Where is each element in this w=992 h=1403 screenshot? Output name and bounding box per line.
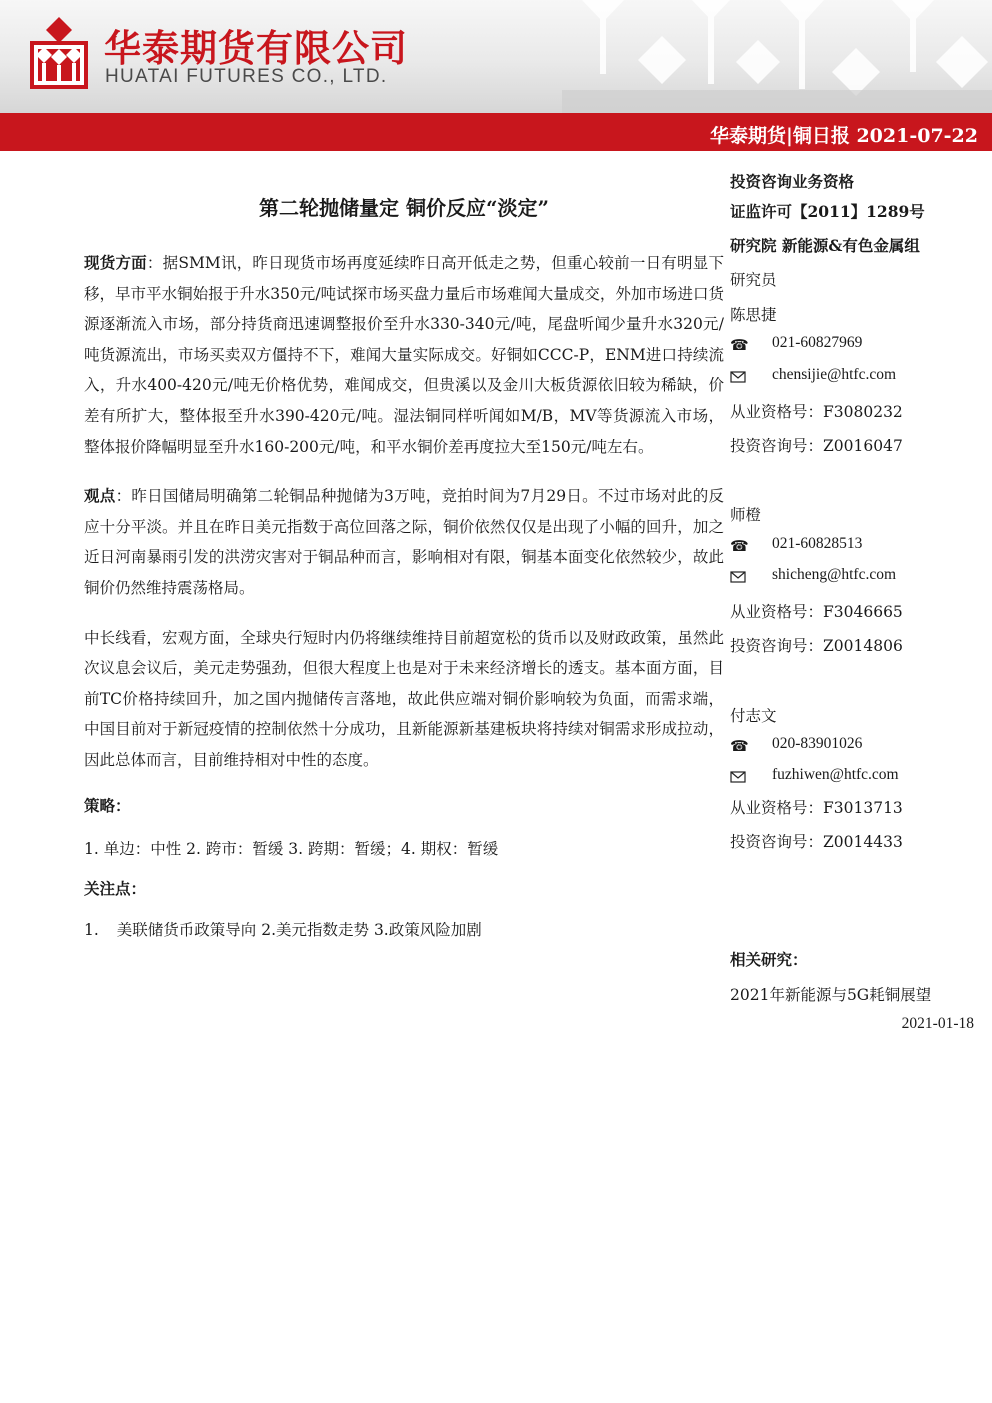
- phone-icon: ☎: [730, 336, 749, 354]
- researcher-email[interactable]: shicheng@htfc.com: [772, 566, 897, 583]
- researcher-cert: 从业资格号：F3080232: [730, 403, 903, 421]
- article-title: 第二轮抛储量定 铜价反应“淡定”: [259, 196, 549, 220]
- researcher-email[interactable]: chensijie@htfc.com: [772, 366, 897, 383]
- researcher-phone: 021-60828513: [772, 535, 863, 552]
- report-banner: [0, 113, 992, 151]
- researcher-cert: 从业资格号：F3013713: [730, 799, 903, 817]
- spot-market-text: ：据SMM讯，昨日现货市场再度延续昨日高开低走之势，但重心较前一日有明显下移，早市平水铜始报于升水350元/吨试探市场买盘力量后市场难闻大量成交，外加市场进口货源逐渐流入市场，部分持货商迅速调整报价至升水330-340元/吨，尾盘听闻少量升水320元/吨货源流出，市场买卖双方僵持不下，难闻大量实际成交。好铜如CCC-P，ENM进口持续流入，升水400-420元/吨无价格优势，难闻成交，但贵溪以及金川大板货源依旧较为稀缺，价差有所扩大，整体报至升水390-420元/吨。湿法铜同样听闻如M/B，MV等货源流入市场，整体报价降幅明显至升水160-200元/吨，和平水铜价差再度拉大至150元/吨左右。: [84, 254, 724, 456]
- related-research-title[interactable]: 2021年新能源与5G耗铜展望: [730, 986, 932, 1004]
- phone-icon: ☎: [730, 737, 749, 755]
- header-decoration: [562, 0, 992, 113]
- page-header: [0, 0, 992, 113]
- focus-item-number: 1.: [84, 920, 99, 939]
- email-icon: [730, 369, 746, 385]
- company-name-cn: 华泰期货有限公司: [104, 27, 408, 70]
- strategy-heading: 策略：: [84, 795, 131, 815]
- researcher-name: 陈思捷: [730, 306, 777, 324]
- focus-item: [84, 916, 724, 944]
- researcher-role: 研究员: [730, 271, 777, 289]
- institute-name: 研究院 新能源&有色金属组: [730, 236, 920, 255]
- researcher-name: 师橙: [730, 506, 762, 524]
- report-banner-text: 华泰期货|铜日报 2021-07-22: [709, 125, 978, 147]
- related-research-date: 2021-01-18: [901, 1015, 974, 1032]
- researcher-phone: 020-83901026: [772, 735, 863, 752]
- focus-heading: 关注点：: [84, 878, 147, 898]
- huatai-logo-icon: [30, 17, 88, 89]
- researcher-invest-cert: 投资咨询号：Z0016047: [730, 437, 903, 455]
- researcher-invest-cert: 投资咨询号：Z0014433: [730, 833, 903, 851]
- view-paragraph: [84, 481, 724, 603]
- related-research-label: 相关研究：: [730, 950, 808, 969]
- outlook-paragraph: 中长线看，宏观方面，全球央行短时内仍将继续维持目前超宽松的货币以及财政政策，虽然此次议息会议后，美元走势强劲，但很大程度上也是对于未来经济增长的透支。基本面方面，目前TC价格持续回升，加之国内抛储传言落地，故此供应端对铜价影响较为负面，而需求端，中国目前对于新冠疫情的控制依然十分成功，且新能源新基建板块将持续对铜需求形成拉动，因此总体而言，目前维持相对中性的态度。: [84, 628, 724, 769]
- researcher-name: 付志文: [730, 707, 777, 725]
- license-number: 证监许可【2011】1289号: [730, 202, 925, 221]
- view-text: ：昨日国储局明确第二轮铜品种抛储为3万吨，竞拍时间为7月29日。不过市场对此的反应十分平淡。并且在昨日美元指数于高位回落之际，铜价依然仅仅是出现了小幅的回升，加之近日河南暴雨引发的洪涝灾害对于铜品种而言，影响相对有限，铜基本面变化依然较少，故此铜价仍然维持震荡格局。: [84, 487, 724, 597]
- qualification-label: 投资咨询业务资格: [730, 172, 855, 191]
- article-body: [84, 176, 724, 944]
- researcher-invest-cert: 投资咨询号：Z0014806: [730, 637, 903, 655]
- researcher-cert: 从业资格号：F3046665: [730, 603, 903, 621]
- strategy-text: 1. 单边：中性 2. 跨市：暂缓 3. 跨期：暂缓；4. 期权：暂缓: [84, 839, 499, 858]
- email-icon: [730, 769, 746, 785]
- email-icon: [730, 569, 746, 585]
- company-name-en: HUATAI FUTURES CO., LTD.: [105, 66, 388, 87]
- view-lead: 观点: [84, 486, 116, 506]
- phone-icon: ☎: [730, 537, 749, 555]
- focus-item-text: 美联储货币政策导向 2.美元指数走势 3.政策风险加剧: [116, 920, 482, 939]
- spot-market-lead: 现货方面: [84, 253, 147, 272]
- researcher-phone: 021-60827969: [772, 334, 863, 351]
- researcher-email[interactable]: fuzhiwen@htfc.com: [772, 766, 899, 783]
- spot-market-paragraph: [84, 248, 724, 462]
